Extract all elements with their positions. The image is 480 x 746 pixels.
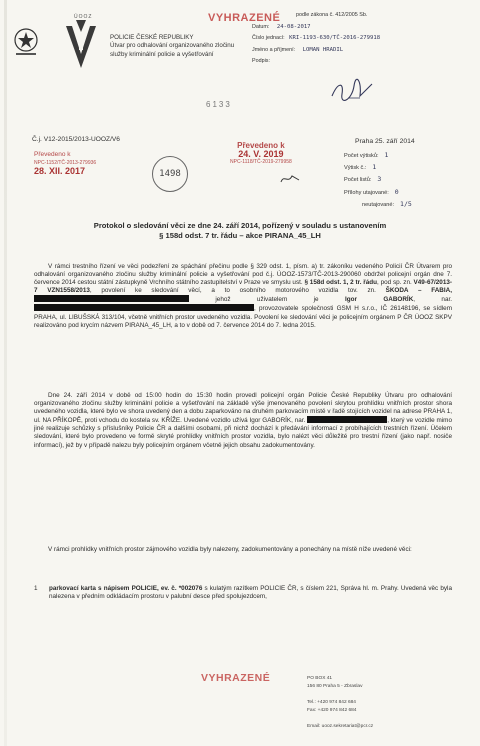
transfer-stamp-left bbox=[34, 151, 96, 175]
number-label: Číslo jednací: bbox=[252, 35, 285, 41]
logo-caption: ÚOOZ bbox=[74, 14, 93, 20]
count-row: Výtisk č.: 1 bbox=[344, 163, 377, 172]
stamp-mid-line1: Převedeno k bbox=[237, 141, 285, 150]
count-row: Počet listů: 3 bbox=[344, 175, 382, 184]
stamp-mid-date: 24. V. 2019 bbox=[238, 149, 284, 159]
transfer-stamp-mid bbox=[230, 142, 292, 166]
org-line-3: služby kriminální policie a vyšetřování bbox=[110, 50, 214, 58]
number-value: KRI-1193-630/TČ-2016-279918 bbox=[289, 35, 381, 41]
scan-edge bbox=[4, 0, 7, 746]
title-line-1: Protokol o sledování věci ze dne 24. září 2014, pořízený v souladu s ustanovením bbox=[93, 221, 387, 230]
count-row: neutajované: 1/5 bbox=[362, 199, 412, 208]
redaction bbox=[34, 304, 254, 311]
stamp-mid-ref: NPC-1118/TČ-2019-279958 bbox=[230, 159, 292, 165]
name-value: LOMAN HRADIL bbox=[302, 46, 344, 53]
item-number: 1 bbox=[34, 585, 38, 592]
paragraph-2: Dne 24. září 2014 v době od 15:00 hodin do 15:30 hodin provedl policejní orgán Policie České Republiky Útvaru pro odhalování organizovaného zločinu služby kriminální policie a vyšetřování na základě výše jmenovaného povolení skrytou prohlídku vnitřních prostor shora uvedeného vozidla, které bylo ve shora uvedený den a dobu zaparkováno na druhém parkovacím místě v řadě stojících vozidel na adrese PRAHA 1, ul. NA PŘÍKOPĚ, proti vchodu do kostela sv. KŘÍŽE. Uvedené vozidlo užívá Igor GABORÍK, nar. , který ve vozidle mimo jiné realizuje schůzky s příslušníky Policie ČR a dalšími osobami, při nichž dochází k předávání informací z probíhajících trestních řízení. Účelem sledování, které bylo provedeno ve formě skryté prohlídky vnitřních prostor vozidla, bylo nalézt věci důležité pro trestní řízení (jako např. nosiče informací), jež by v případě nalezu byly policejním orgánem včetně jejich obsahu zadokumentovány. bbox=[34, 392, 452, 449]
registration-block bbox=[252, 12, 380, 70]
copy-counts bbox=[344, 150, 412, 211]
date-label: Datum: bbox=[252, 23, 270, 30]
stamp-left-line1: Převedeno k bbox=[34, 151, 71, 158]
org-line-1: POLICIE ČESKÉ REPUBLIKY bbox=[110, 34, 194, 41]
redaction bbox=[34, 295, 189, 302]
item-text: parkovací karta s nápisem POLICIE, ev. č. *002076 s kulatým razítkem POLICIE ČR, s číslem 221, Správa hl. m. Prahy. Uvedená věc byla nalezena v předním odkládacím prostoru v palubní desce před spolujezdcem, bbox=[49, 585, 452, 601]
center-number: 6133 bbox=[206, 100, 232, 109]
classification-stamp-bottom: VYHRAZENÉ bbox=[201, 672, 271, 684]
signature-label: Podpis: bbox=[252, 58, 270, 64]
paragraph-1: V rámci trestního řízení ve věci podezření ze spáchání přečinu podle § 329 odst. 1, písm. a) tr. zákoníku vedeného Policií ČR Útvarem pro odhalování organizovaného zločinu služby kriminální policie a vyšetřování pod č.j. ÚOOZ-1573/TČ-2013-290060 obdržel policejní orgán dne 7. července 2014 cestou státní zástupkyně Vrchního státního zastupitelství v Praze ve smyslu ust. § 158d odst. 1, 2 tr. řádu, pod sp. zn. V49-67/2013-7 VZN1558/2013, povolení ke sledování věcí, a to osobního motorového vozidla tov. zn. ŠKODA – FABIA, jehož uživatelem je Igor GABORÍK, nar., provozovatele společnosti GSM H s.r.o., IČ 26148196, se sídlem PRAHA, ul. LIBUŠSKÁ 313/104, včetně vnitřních prostor uvedeného vozidla. Povolení ke sledování věci je policejním orgánem P ČR ÚOOZ SKPV realizováno pod krycím názvem PIRANA_45_LH, a to v době od 7. července 2014 do 7. ledna 2015. bbox=[34, 263, 453, 329]
classification-stamp-top: VYHRAZENÉ bbox=[208, 12, 281, 24]
footer-contact: PO BOX 41 156 80 Praha 5 - Zbraslav Tel.: +420 974 842 684 Fax: +420 974 842 684 Email: uooz.sekretariat@pcr.cz bbox=[307, 676, 374, 729]
law-line: podle zákona č. 412/2005 Sb. bbox=[296, 12, 368, 18]
count-row: Počet výtisků: 1 bbox=[344, 151, 389, 159]
name-label: Jméno a příjmení: bbox=[252, 46, 296, 53]
date-value: 24-08-2017 bbox=[276, 23, 311, 30]
stamp-left-ref: NPC-1152/TČ-2013-279936 bbox=[34, 160, 97, 166]
police-emblem-icon bbox=[62, 16, 100, 74]
count-row: Přílohy utajované: 0 bbox=[344, 187, 399, 196]
paragraph-3: V rámci prohlídky vnitřních prostor zájmového vozidla byly nalezeny, zadokumentovány a ponechány na místě níže uvedené věci: bbox=[48, 546, 412, 553]
circle-stamp-number: 1498 bbox=[152, 156, 188, 192]
place-date: Praha 25. září 2014 bbox=[355, 138, 415, 145]
title-line-2: § 158d odst. 7 tr. řádu – akce PIRANA_45_LH bbox=[159, 231, 321, 240]
stamp-left-date: 28. XII. 2017 bbox=[34, 166, 86, 176]
star-logo-icon bbox=[12, 26, 40, 58]
organization-block bbox=[110, 34, 234, 59]
org-line-2: Útvar pro odhalování organizovaného zločinu bbox=[110, 42, 235, 50]
reference-number: Č.j. V12-2015/2013-UOOZ/V6 bbox=[32, 136, 120, 143]
initials-signature bbox=[280, 172, 300, 186]
document-title bbox=[20, 221, 460, 241]
handwritten-signature bbox=[330, 78, 374, 104]
redaction bbox=[307, 416, 387, 423]
